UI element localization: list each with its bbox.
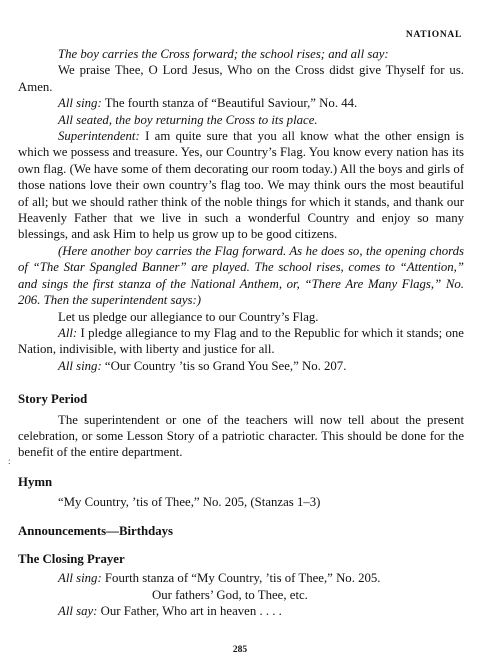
hymn-text: “My Country, ’tis of Thee,” No. 205, (Stanzas 1–3) <box>58 495 321 510</box>
hymn-heading: Hymn <box>18 474 53 489</box>
closing-all-say: All say: Our Father, Who art in heaven . . . . <box>58 604 282 619</box>
superintendent-speech: Superintendent: I am quite sure that you all know what the other ensign is which we possess and treasure. Yes, our Country’s Flag. You know every nation has its own flag. (We have some of them decorating our room today.) All the boys and girls of those nations love their own country’s flag too. We may think ours the most beautiful of all; but we should rather think of the noble things for which it stands, and thank our Heavenly Father that we live in such a wonderful Country and enjoy so many blessings, and ask Him to help us grow up to be good citizens. <box>18 129 464 242</box>
story-period-heading: Story Period <box>18 392 88 407</box>
closing-stanza-line: Our fathers’ God, to Thee, etc. <box>152 587 308 602</box>
announcements-heading: Announcements—Birthdays <box>18 523 174 538</box>
stage-direction-seated: All seated, the boy returning the Cross to its place. <box>58 112 318 127</box>
story-period-text: The superintendent or one of the teachers will now tell about the present celebration, or some Lesson Story of a patriotic character. This should be done for the benefit of the entire department. <box>18 412 464 460</box>
prayer-praise: We praise Thee, O Lord Jesus, Who on the Cross didst give Thyself for us. Amen. <box>18 63 464 94</box>
closing-prayer-heading: The Closing Prayer <box>18 551 125 566</box>
running-head: NATIONAL <box>405 30 462 40</box>
pledge-of-allegiance: All: I pledge allegiance to my Flag and to the Republic for which it stands; one Nation, indivisible, with liberty and justice for all. <box>18 325 464 357</box>
all-sing-beautiful-saviour: All sing: The fourth stanza of “Beautiful Saviour,” No. 44. <box>58 96 358 111</box>
margin-mark: : <box>8 456 11 466</box>
all-sing-our-country: All sing: “Our Country ’tis so Grand You See,” No. 207. <box>58 358 347 373</box>
stage-direction-cross: The boy carries the Cross forward; the school rises; and all say: <box>58 47 389 61</box>
pledge-intro: Let us pledge our allegiance to our Country’s Flag. <box>58 309 319 324</box>
stage-direction-flag: (Here another boy carries the Flag forward. As he does so, the opening chords of “The Star Spangled Banner” are played. The school rises, comes to “Attention,” and sings the first stanza of the National Anthem, or, “There Are Many Flags,” No. 206. Then the superintendent says:) <box>18 243 464 308</box>
page-body <box>18 46 464 620</box>
closing-all-sing: All sing: Fourth stanza of “My Country, ’tis of Thee,” No. 205. <box>58 571 381 586</box>
page-number: 285 <box>232 645 248 655</box>
